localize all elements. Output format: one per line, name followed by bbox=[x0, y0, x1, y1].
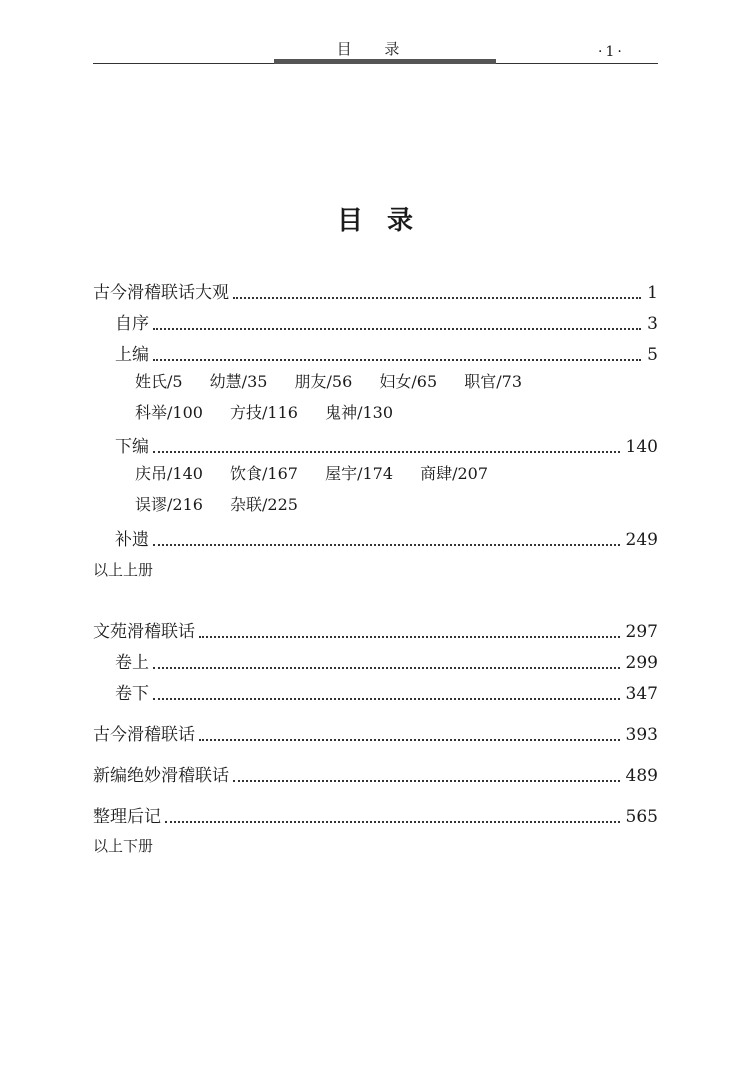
toc-subsection[interactable]: 姓氏/5 bbox=[135, 372, 183, 391]
toc-subsection[interactable]: 职官/73 bbox=[464, 372, 523, 391]
toc-entry-page: 347 bbox=[625, 684, 658, 704]
toc-entry-title: 下编 bbox=[115, 437, 149, 457]
toc-subsection-line bbox=[135, 402, 415, 424]
toc-leader-dots bbox=[153, 698, 620, 700]
toc-entry[interactable] bbox=[115, 432, 658, 458]
toc-entry-title: 补遗 bbox=[115, 530, 149, 550]
toc-subsection-line bbox=[135, 371, 544, 393]
toc-subsection-line bbox=[135, 494, 320, 516]
toc-entry-page: 299 bbox=[625, 653, 658, 673]
toc-entry-title: 自序 bbox=[115, 314, 149, 334]
running-header-page-number: ·1· bbox=[598, 44, 625, 60]
toc-entry-page: 489 bbox=[625, 766, 658, 786]
toc-entry-title: 古今滑稽联话 bbox=[93, 725, 195, 745]
toc-subsection[interactable]: 方技/116 bbox=[230, 403, 298, 422]
toc-subsection[interactable]: 饮食/167 bbox=[230, 464, 298, 483]
toc-leader-dots bbox=[165, 821, 620, 823]
toc-subsection[interactable]: 庆吊/140 bbox=[135, 464, 203, 483]
toc-leader-dots bbox=[199, 739, 620, 741]
volume-note: 以上下册 bbox=[93, 837, 154, 855]
toc-subsection[interactable]: 屋宇/174 bbox=[325, 464, 393, 483]
toc-leader-dots bbox=[153, 328, 641, 330]
toc-subsection[interactable]: 朋友/56 bbox=[294, 372, 353, 391]
toc-subsection[interactable]: 商肆/207 bbox=[420, 464, 489, 483]
toc-entry-title: 新编绝妙滑稽联话 bbox=[93, 766, 229, 786]
toc-leader-dots bbox=[233, 297, 641, 299]
running-header-title: 目 录 bbox=[336, 40, 414, 58]
toc-entry[interactable] bbox=[93, 720, 658, 746]
page-title: 目录 bbox=[336, 206, 437, 236]
toc-leader-dots bbox=[153, 667, 620, 669]
header-accent-bar bbox=[274, 59, 496, 64]
toc-entry[interactable] bbox=[93, 761, 658, 787]
toc-entry[interactable] bbox=[93, 617, 658, 643]
volume-note: 以上上册 bbox=[93, 561, 154, 579]
toc-entry[interactable] bbox=[115, 525, 658, 551]
toc-entry-title: 文苑滑稽联话 bbox=[93, 622, 195, 642]
toc-entry-page: 249 bbox=[625, 530, 658, 550]
toc-subsection[interactable]: 杂联/225 bbox=[230, 495, 298, 514]
toc-entry-title: 古今滑稽联话大观 bbox=[93, 283, 229, 303]
toc-entry[interactable] bbox=[93, 802, 658, 828]
toc-leader-dots bbox=[199, 636, 620, 638]
toc-entry[interactable] bbox=[115, 309, 658, 335]
toc-leader-dots bbox=[153, 544, 620, 546]
toc-entry-title: 卷上 bbox=[115, 653, 149, 673]
toc-entry[interactable] bbox=[93, 278, 658, 304]
toc-entry-page: 3 bbox=[647, 314, 658, 334]
toc-leader-dots bbox=[153, 359, 641, 361]
toc-subsection[interactable]: 误谬/216 bbox=[135, 495, 203, 514]
toc-leader-dots bbox=[233, 780, 620, 782]
toc-entry-title: 上编 bbox=[115, 345, 149, 365]
toc-entry[interactable] bbox=[115, 679, 658, 705]
toc-entry[interactable] bbox=[115, 648, 658, 674]
toc-entry-page: 140 bbox=[625, 437, 658, 457]
toc-entry-title: 整理后记 bbox=[93, 807, 161, 827]
toc-entry-page: 393 bbox=[625, 725, 658, 745]
toc-entry-title: 卷下 bbox=[115, 684, 149, 704]
toc-entry[interactable] bbox=[115, 340, 658, 366]
toc-subsection[interactable]: 幼慧/35 bbox=[209, 372, 268, 391]
toc-subsection[interactable]: 妇女/65 bbox=[379, 372, 438, 391]
toc-subsection[interactable]: 鬼神/130 bbox=[325, 403, 393, 422]
toc-subsection-line bbox=[135, 463, 510, 485]
toc-entry-page: 1 bbox=[647, 283, 658, 303]
toc-leader-dots bbox=[153, 451, 620, 453]
toc-entry-page: 565 bbox=[625, 807, 658, 827]
toc-subsection[interactable]: 科举/100 bbox=[135, 403, 203, 422]
toc-entry-page: 297 bbox=[625, 622, 658, 642]
toc-entry-page: 5 bbox=[647, 345, 658, 365]
